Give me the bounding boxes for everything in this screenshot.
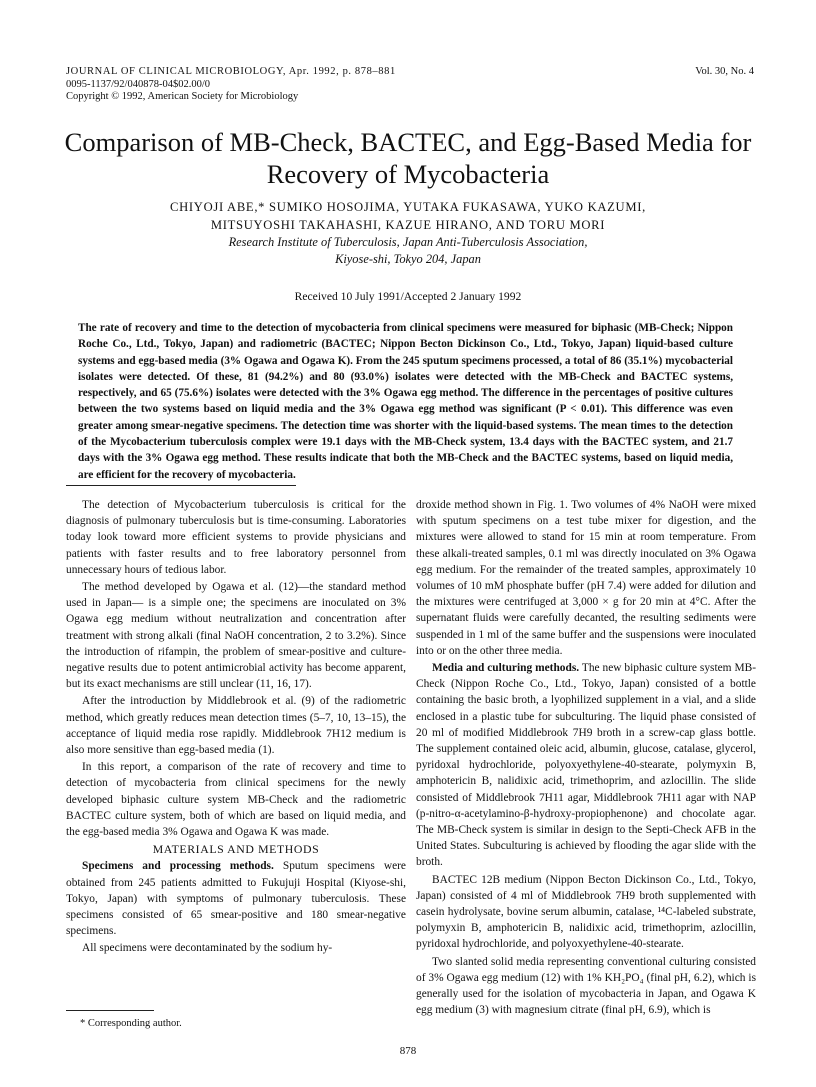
- journal-line: JOURNAL OF CLINICAL MICROBIOLOGY, Apr. 1992, p. 878–881: [66, 66, 396, 77]
- authors-line-2: MITSUYOSHI TAKAHASHI, KAZUE HIRANO, AND TORU MORI: [210, 218, 606, 232]
- paragraph-body: The new biphasic culture system MB-Check (Nippon Roche Co., Ltd., Tokyo, Japan) consisted of a bottle containing the basic broth, a lyophilized supplement in a vial, and a slide enclosed in a plastic tube for subculturing. The liquid phase consisted of 20 ml of modified Middlebrook 7H9 broth in a screw-cap glass bottle. The supplement contained oleic acid, albumin, glucose, catalase, glycerol, pyridoxal hydrochloride, polyoxyethylene-40-stearate, polymyxin B, amphotericin B, nalidixic acid, trimethoprim, and azlocillin. The slide consisted of Middlebrook 7H11 agar, Middlebrook 7H11 agar with NAP (p-nitro-α-acetylamino-β-hydroxy-propiophenone) and chocolate agar. The MB-Check system is similar in design to the Septi-Check AFB in the United States. Subculturing is achieved by flooding the agar slide with the broth.: [416, 662, 757, 869]
- left-column: [66, 497, 406, 957]
- paragraph: In this report, a comparison of the rate of recovery and time to detection of mycobacteria from clinical specimens for the newly developed biphasic culture system MB-Check and the radiometric BACTEC culture system, both of which are based on liquid media, and the egg-based media 3% Ogawa and Ogawa K was made.: [66, 761, 406, 839]
- paragraph: [66, 858, 406, 939]
- paragraph: [416, 660, 756, 871]
- footnote: * Corresponding author.: [80, 1018, 182, 1029]
- affiliation-line-1: Research Institute of Tuberculosis, Japan Anti-Tuberculosis Association,: [228, 235, 588, 249]
- paragraph: droxide method shown in Fig. 1. Two volumes of 4% NaOH were mixed with sputum specimens on a test tube mixer for digestion, and the mixtures were allowed to stand for 15 min at room temperature. From these alkali-treated samples, 0.1 ml was directly inoculated on 3% Ogawa egg medium. For the remainder of the treated samples, approximately 10 volumes of 10 mM phosphate buffer (pH 7.4) were added for dilution and the mixtures were centrifuged at 3,000 × g for 20 min at 4°C. After the supernatant fluids were carefully decanted, the resulting sediments were suspended in 1 ml of the same buffer and the suspensions were inoculated into or on the other three media.: [416, 499, 756, 657]
- footnote-divider: [66, 1010, 154, 1011]
- abstract-divider: [66, 485, 296, 486]
- paragraph: After the introduction by Middlebrook et al. (9) of the radiometric method, which greatly reduces mean detection times (5–7, 10, 13–15), the acceptance of liquid media rose rapidly. Middlebrook 7H12 medium is also more sensitive than egg-based media (1).: [66, 695, 406, 757]
- article-title: Comparison of MB-Check, BACTEC, and Egg-Based Media for Recovery of Mycobacteria: [64, 127, 752, 189]
- paragraph: BACTEC 12B medium (Nippon Becton Dickinson Co., Ltd., Tokyo, Japan) consisted of 4 ml of Middlebrook 7H9 broth supplemented with casein hydrolysate, bovine serum albumin, catalase, ¹⁴C-labeled substrate, polymyxin B, amphotericin B, nalidixic acid, trimethoprim, azlocillin, pyridoxal hydrochloride, and polyoxyethylene-40-stearate.: [416, 873, 756, 951]
- abstract: The rate of recovery and time to the detection of mycobacteria from clinical specimens were measured for biphasic (MB-Check; Nippon Roche Co., Ltd., Tokyo, Japan) and radiometric (BACTEC; Nippon Becton Dickinson Co., Ltd., Tokyo, Japan) liquid-based culture systems and egg-based media (3% Ogawa and Ogawa K). From the 245 sputum specimens processed, a total of 86 (35.1%) mycobacterial isolates were detected. Of these, 81 (94.2%) and 80 (93.0%) isolates were detected with the MB-Check and BACTEC systems, respectively, and 65 (75.6%) isolates were detected with the 3% Ogawa egg method. The difference in the percentages of positive cultures between the two systems based on liquid media and the 3% Ogawa egg method was significant (P < 0.01). This difference was even greater among smear-negative specimens. The detection time was shorter with the liquid-based systems. The mean times to the detection of the Mycobacterium tuberculosis complex were 19.1 days with the MB-Check system, 13.4 days with the BACTEC system, and 21.7 days with the 3% Ogawa egg method. These results indicate that both the MB-Check and the BACTEC systems, based on liquid media, are efficient for the recovery of mycobacteria.: [78, 322, 733, 481]
- section-heading: MATERIALS AND METHODS: [152, 842, 320, 857]
- copyright-line: Copyright © 1992, American Society for Microbiology: [66, 91, 299, 102]
- running-header: [66, 66, 396, 104]
- affiliation: [40, 234, 776, 268]
- paragraph-body: Sputum specimens were obtained from 245 patients admitted to Fukujuji Hospital (Kiyose-shi, Tokyo, Japan) with symptoms of pulmonary tuberculosis. These specimens consisted of 65 smear-positive and 180 smear-negative specimens.: [66, 860, 406, 938]
- paragraph: All specimens were decontaminated by the sodium hy-: [82, 942, 333, 955]
- right-column: [416, 497, 756, 1019]
- volume-label: Vol. 30, No. 4: [695, 66, 754, 77]
- author-list: [40, 198, 776, 234]
- paragraph: The method developed by Ogawa et al. (12)—the standard method used in Japan— is a simple one; the specimens are inoculated on 3% Ogawa egg medium without neutralization and concentration after treatment with strong alkali (final NaOH concentration, 2 to 3.2%). Since the introduction of rifampin, the problem of smear-positive and culture-negative results due to potent antimicrobial activity has become apparent, but its exact mechanisms are still unclear (11, 16, 17).: [66, 581, 406, 691]
- run-in-heading: Media and culturing methods.: [432, 662, 580, 675]
- page-number: 878: [399, 1045, 417, 1057]
- affiliation-line-2: Kiyose-shi, Tokyo 204, Japan: [335, 252, 481, 266]
- paragraph: Two slanted solid media representing conventional culturing consisted of 3% Ogawa egg medium (12) with 1% KH₂PO₄ (final pH, 6.2), which is generally used for the isolation of mycobacteria in Japan, and Ogawa K egg medium (3) with magnesium citrate (final pH, 6.9), which is: [416, 955, 756, 1017]
- received-dates: Received 10 July 1991/Accepted 2 January 1992: [294, 290, 522, 303]
- authors-line-1: CHIYOJI ABE,* SUMIKO HOSOJIMA, YUTAKA FUKASAWA, YUKO KAZUMI,: [170, 200, 646, 214]
- paragraph: The detection of Mycobacterium tuberculosis is critical for the diagnosis of pulmonary tuberculosis but is time-consuming. Laboratories today look toward more efficient systems to provide physicians and patients with faster results and to free laboratory personnel from unnecessary hours of tedious labor.: [66, 499, 406, 576]
- code-line: 0095-1137/92/040878-04$02.00/0: [66, 78, 210, 90]
- run-in-heading: Specimens and processing methods.: [82, 860, 274, 873]
